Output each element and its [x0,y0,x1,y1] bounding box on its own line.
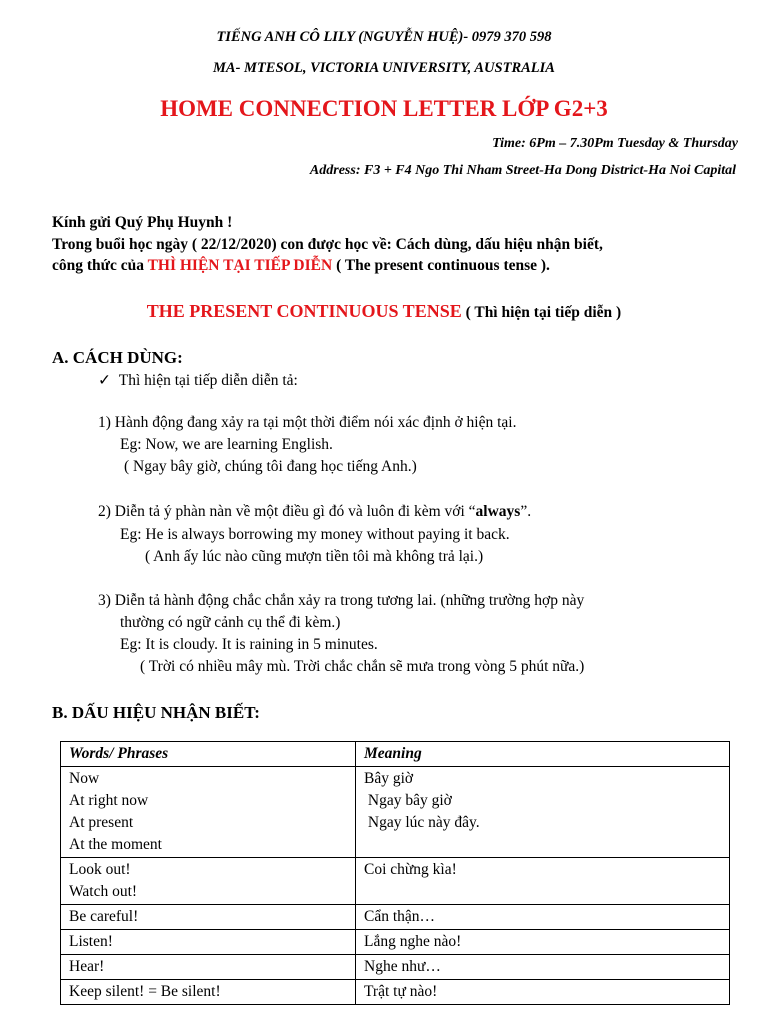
meaning-text: Ngay bây giờ [364,792,452,809]
check-icon: ✓ [98,372,111,389]
word-phrase: At present [69,814,134,831]
column-header-words: Words/ Phrases [61,742,356,767]
meaning-text: Ngay lúc này đây. [364,814,480,831]
word-phrase: Hear! [69,958,105,975]
word-phrase: Keep silent! = Be silent! [69,983,221,1000]
greeting: Kính gửi Quý Phụ Huynh ! [52,214,233,231]
topic-title-note: ( Thì hiện tại tiếp diễn ) [461,304,622,321]
intro-line-2 [52,257,550,275]
intro-line-1: Trong buổi học ngày ( 22/12/2020) con được học về: Cách dùng, dấu hiệu nhận biết, [52,236,603,253]
usage-1-text: 1) Hành động đang xảy ra tại một thời điểm nói xác định ở hiện tại. [98,414,517,431]
usage-2-example: Eg: He is always borrowing my money without paying it back. [120,526,510,543]
meaning-text: Bây giờ [364,770,414,787]
intro-line-2-post: ( The present continuous tense ). [332,257,550,274]
meaning-text: Nghe như… [364,958,441,975]
column-header-meaning: Meaning [356,742,730,767]
word-phrase: At the moment [69,836,162,853]
table-row [61,905,730,930]
cell-meaning [356,955,730,980]
usage-intro-text: Thì hiện tại tiếp diễn diễn tả: [118,372,298,389]
word-phrase: Look out! [69,861,131,878]
cell-words [61,905,356,930]
usage-1-example: Eg: Now, we are learning English. [120,436,333,453]
cell-words [61,980,356,1005]
meaning-text: Cẩn thận… [364,908,436,925]
cell-words [61,930,356,955]
topic-title-red: THE PRESENT CONTINUOUS TENSE [146,301,462,321]
section-b-heading: B. DẤU HIỆU NHẬN BIẾT: [52,703,260,722]
word-phrase: At right now [69,792,149,809]
usage-1-translation: ( Ngay bây giờ, chúng tôi đang học tiếng Anh.) [124,458,417,475]
header-contact-line: TIẾNG ANH CÔ LILY (NGUYỄN HUỆ)- 0979 370 598 [216,29,552,45]
intro-tense-name: THÌ HIỆN TẠI TIẾP DIỄN [147,257,333,274]
table-header-row [61,742,730,767]
intro-line-2-pre: công thức của [52,257,148,274]
usage-2-text-post: ”. [520,503,532,520]
table-row [61,858,730,905]
usage-2-text [98,503,531,521]
meaning-text: Lắng nghe nào! [364,933,462,950]
table-row [61,955,730,980]
usage-2-translation: ( Anh ấy lúc nào cũng mượn tiền tôi mà không trả lại.) [145,548,484,565]
table-row [61,980,730,1005]
cell-words [61,767,356,858]
word-phrase: Watch out! [69,883,138,900]
header-credentials-line: MA- MTESOL, VICTORIA UNIVERSITY, AUSTRALIA [213,60,555,76]
usage-3-example: Eg: It is cloudy. It is raining in 5 minutes. [120,636,378,653]
section-a-heading: A. CÁCH DÙNG: [52,348,183,367]
cell-meaning [356,858,730,905]
usage-2-keyword: always [475,503,521,520]
usage-3-translation: ( Trời có nhiều mây mù. Trời chắc chắn sẽ mưa trong vòng 5 phút nữa.) [140,658,585,675]
cell-words [61,955,356,980]
cell-meaning [356,767,730,858]
signal-words-table [60,741,730,1005]
topic-title [0,301,768,322]
usage-2-text-pre: 2) Diễn tả ý phàn nàn về một điều gì đó và luôn đi kèm với “ [98,503,476,520]
usage-intro [98,371,298,390]
word-phrase: Now [69,770,100,787]
meaning-text: Coi chừng kìa! [364,861,457,878]
table-row [61,930,730,955]
page-title: HOME CONNECTION LETTER LỚP G2+3 [160,96,608,121]
word-phrase: Listen! [69,933,113,950]
table-row [61,767,730,858]
class-address: Address: F3 + F4 Ngo Thi Nham Street-Ha Dong District-Ha Noi Capital [309,163,736,178]
usage-3-text-2: thường có ngữ cảnh cụ thể đi kèm.) [120,614,341,631]
word-phrase: Be careful! [69,908,139,925]
cell-meaning [356,905,730,930]
usage-3-text-1: 3) Diễn tả hành động chắc chắn xảy ra trong tương lai. (những trường hợp này [98,592,585,609]
cell-meaning [356,930,730,955]
cell-words [61,858,356,905]
meaning-text: Trật tự nào! [364,983,438,1000]
class-time: Time: 6Pm – 7.30Pm Tuesday & Thursday [492,136,738,151]
table-body [61,767,730,1005]
cell-meaning [356,980,730,1005]
